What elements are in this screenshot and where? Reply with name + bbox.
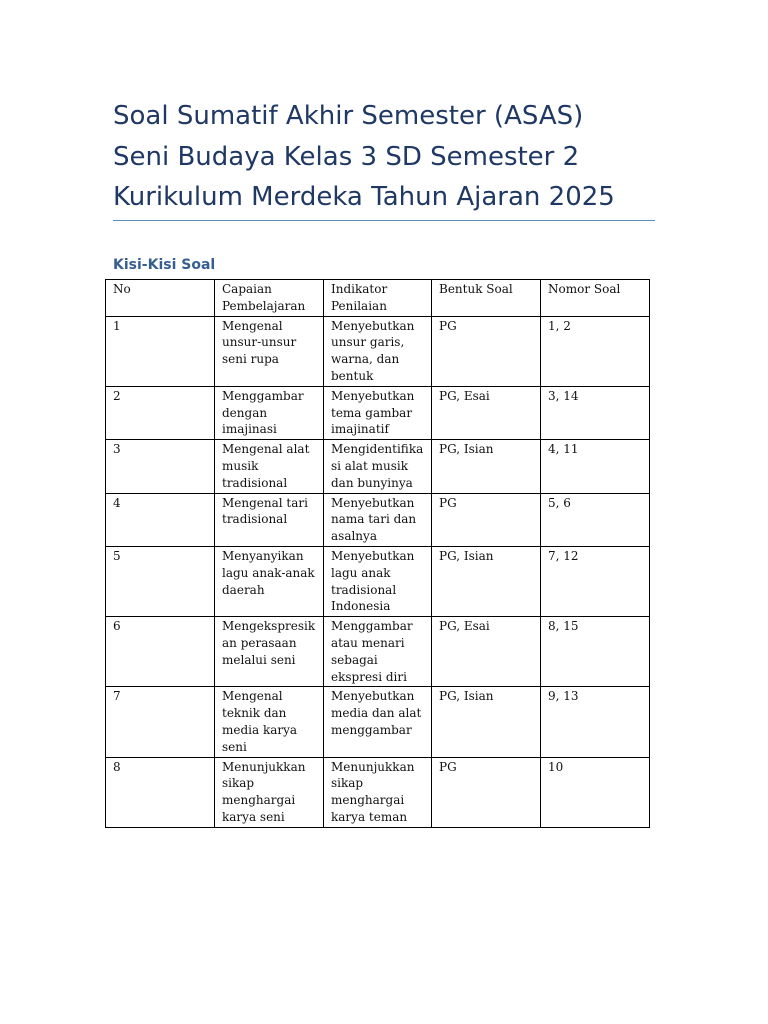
cell-text: atau menari <box>331 635 405 650</box>
cell-text: 5, 6 <box>548 495 571 510</box>
table-cell-capaian-pembelajaran <box>215 386 324 439</box>
header-text: No <box>113 282 131 296</box>
cell-text: 8, 15 <box>548 619 579 634</box>
header-cell-bentuk-soal <box>432 280 541 317</box>
cell-text: 1 <box>113 318 121 333</box>
table-cell-nomor-soal <box>541 493 650 546</box>
cell-text: Mengidentifika <box>331 442 424 457</box>
table-cell-indikator-penilaian <box>324 617 432 687</box>
cell-text: menghargai <box>331 793 405 808</box>
cell-text: tema gambar <box>331 405 413 420</box>
table-cell-no <box>106 316 215 386</box>
cell-text: karya teman <box>331 809 408 824</box>
cell-text: media dan alat <box>331 706 422 721</box>
cell-text: tradisional <box>222 475 288 490</box>
cell-text: melalui seni <box>222 652 296 667</box>
cell-text: 2 <box>113 388 121 403</box>
cell-text: Indonesia <box>331 599 391 614</box>
cell-text: PG <box>439 318 457 333</box>
cell-text: Mengenal <box>222 689 283 704</box>
table-cell-no <box>106 386 215 439</box>
table-cell-no <box>106 687 215 757</box>
cell-text: dengan <box>222 405 268 420</box>
cell-text: PG, Isian <box>439 442 494 457</box>
cell-text: nama tari dan <box>331 512 417 527</box>
table-cell-indikator-penilaian <box>324 546 432 616</box>
cell-text: Menunjukkan <box>331 759 415 774</box>
header-cell-capaian-pembelajaran <box>215 280 324 317</box>
table-row <box>106 440 650 493</box>
cell-text: Menyebutkan <box>331 495 415 510</box>
cell-text: unsur-unsur <box>222 335 297 350</box>
cell-text: si alat musik <box>331 458 408 473</box>
cell-text: media karya <box>222 722 298 737</box>
table-cell-capaian-pembelajaran <box>215 687 324 757</box>
cell-text: 4 <box>113 495 121 510</box>
cell-text: lagu anak <box>331 565 391 580</box>
table-cell-capaian-pembelajaran <box>215 757 324 827</box>
table-cell-bentuk-soal <box>432 617 541 687</box>
cell-text: 3 <box>113 442 121 457</box>
cell-text: seni <box>222 739 247 754</box>
table-cell-bentuk-soal <box>432 386 541 439</box>
table-cell-capaian-pembelajaran <box>215 546 324 616</box>
cell-text: lagu anak-anak <box>222 565 315 580</box>
table-cell-nomor-soal <box>541 546 650 616</box>
cell-text: Menggambar <box>222 388 304 403</box>
title-line-3: Kurikulum Merdeka Tahun Ajaran 2025 <box>113 182 615 212</box>
table-cell-indikator-penilaian <box>324 316 432 386</box>
cell-text: dan bunyinya <box>331 475 413 490</box>
cell-text: Menggambar <box>331 619 413 634</box>
table-cell-capaian-pembelajaran <box>215 316 324 386</box>
cell-text: teknik dan <box>222 706 287 721</box>
table-header-row <box>106 280 650 317</box>
table-cell-indikator-penilaian <box>324 493 432 546</box>
cell-text: 10 <box>548 759 564 774</box>
cell-text: 7 <box>113 689 121 704</box>
header-text: Nomor Soal <box>548 282 621 296</box>
cell-text: sikap <box>331 776 364 791</box>
cell-text: PG <box>439 495 457 510</box>
header-cell-indikator-penilaian <box>324 280 432 317</box>
table-cell-indikator-penilaian <box>324 757 432 827</box>
table-row <box>106 546 650 616</box>
table-cell-nomor-soal <box>541 440 650 493</box>
cell-text: Mengenal tari <box>222 495 308 510</box>
cell-text: ekspresi diri <box>331 669 407 684</box>
table-cell-nomor-soal <box>541 617 650 687</box>
cell-text: an perasaan <box>222 635 297 650</box>
header-cell-nomor-soal <box>541 280 650 317</box>
header-text: Capaian <box>222 282 272 296</box>
table-row <box>106 617 650 687</box>
table-cell-no <box>106 440 215 493</box>
header-text: Pembelajaran <box>222 298 306 313</box>
cell-text: 3, 14 <box>548 388 579 403</box>
table-cell-nomor-soal <box>541 386 650 439</box>
table-cell-indikator-penilaian <box>324 440 432 493</box>
header-text: Indikator <box>331 282 388 296</box>
kisi-kisi-table <box>105 279 650 828</box>
cell-text: PG <box>439 759 457 774</box>
table-row <box>106 757 650 827</box>
cell-text: menghargai <box>222 793 296 808</box>
table-row <box>106 386 650 439</box>
title-divider <box>113 220 655 221</box>
cell-text: PG, Isian <box>439 548 494 563</box>
cell-text: Menyebutkan <box>331 388 415 403</box>
table-cell-nomor-soal <box>541 757 650 827</box>
cell-text: 8 <box>113 759 121 774</box>
cell-text: sebagai <box>331 652 378 667</box>
table-cell-bentuk-soal <box>432 546 541 616</box>
header-cell-no <box>106 280 215 317</box>
cell-text: Mengenal <box>222 318 283 333</box>
cell-text: karya seni <box>222 809 285 824</box>
table-cell-bentuk-soal <box>432 316 541 386</box>
header-text: Penilaian <box>331 298 387 313</box>
cell-text: asalnya <box>331 529 377 544</box>
cell-text: Mengekspresik <box>222 619 316 634</box>
cell-text: menggambar <box>331 722 412 737</box>
cell-text: tradisional <box>222 512 288 527</box>
cell-text: 5 <box>113 548 121 563</box>
cell-text: seni rupa <box>222 352 279 367</box>
cell-text: PG, Esai <box>439 388 490 403</box>
section-heading-kisi-kisi: Kisi-Kisi Soal <box>113 257 216 273</box>
table-cell-capaian-pembelajaran <box>215 617 324 687</box>
cell-text: Menyebutkan <box>331 689 415 704</box>
table-cell-bentuk-soal <box>432 493 541 546</box>
cell-text: PG, Isian <box>439 689 494 704</box>
table-cell-no <box>106 617 215 687</box>
header-text: Bentuk Soal <box>439 282 513 296</box>
table-cell-indikator-penilaian <box>324 386 432 439</box>
cell-text: sikap <box>222 776 255 791</box>
cell-text: daerah <box>222 582 265 597</box>
cell-text: imajinasi <box>222 422 277 437</box>
table-cell-nomor-soal <box>541 687 650 757</box>
document-title <box>113 96 673 218</box>
cell-text: Menunjukkan <box>222 759 306 774</box>
cell-text: 6 <box>113 619 121 634</box>
cell-text: unsur garis, <box>331 335 405 350</box>
title-line-1: Soal Sumatif Akhir Semester (ASAS) <box>113 101 584 131</box>
table-row <box>106 687 650 757</box>
table-cell-bentuk-soal <box>432 687 541 757</box>
table-row <box>106 316 650 386</box>
cell-text: 1, 2 <box>548 318 571 333</box>
table-cell-no <box>106 546 215 616</box>
table-cell-no <box>106 757 215 827</box>
cell-text: 7, 12 <box>548 548 579 563</box>
table-cell-indikator-penilaian <box>324 687 432 757</box>
table-cell-bentuk-soal <box>432 757 541 827</box>
cell-text: warna, dan <box>331 352 400 367</box>
cell-text: 4, 11 <box>548 442 579 457</box>
cell-text: 9, 13 <box>548 689 579 704</box>
title-line-2: Seni Budaya Kelas 3 SD Semester 2 <box>113 141 580 172</box>
cell-text: bentuk <box>331 368 374 383</box>
table-cell-capaian-pembelajaran <box>215 493 324 546</box>
kisi-kisi-table-body <box>106 280 650 828</box>
table-cell-bentuk-soal <box>432 440 541 493</box>
cell-text: PG, Esai <box>439 619 490 634</box>
table-cell-nomor-soal <box>541 316 650 386</box>
table-cell-no <box>106 493 215 546</box>
cell-text: tradisional <box>331 582 397 597</box>
cell-text: Menyebutkan <box>331 548 415 563</box>
table-row <box>106 493 650 546</box>
cell-text: imajinatif <box>331 422 389 437</box>
table-cell-capaian-pembelajaran <box>215 440 324 493</box>
cell-text: Menyebutkan <box>331 318 415 333</box>
cell-text: musik <box>222 458 259 473</box>
cell-text: Menyanyikan <box>222 548 304 563</box>
cell-text: Mengenal alat <box>222 442 310 457</box>
